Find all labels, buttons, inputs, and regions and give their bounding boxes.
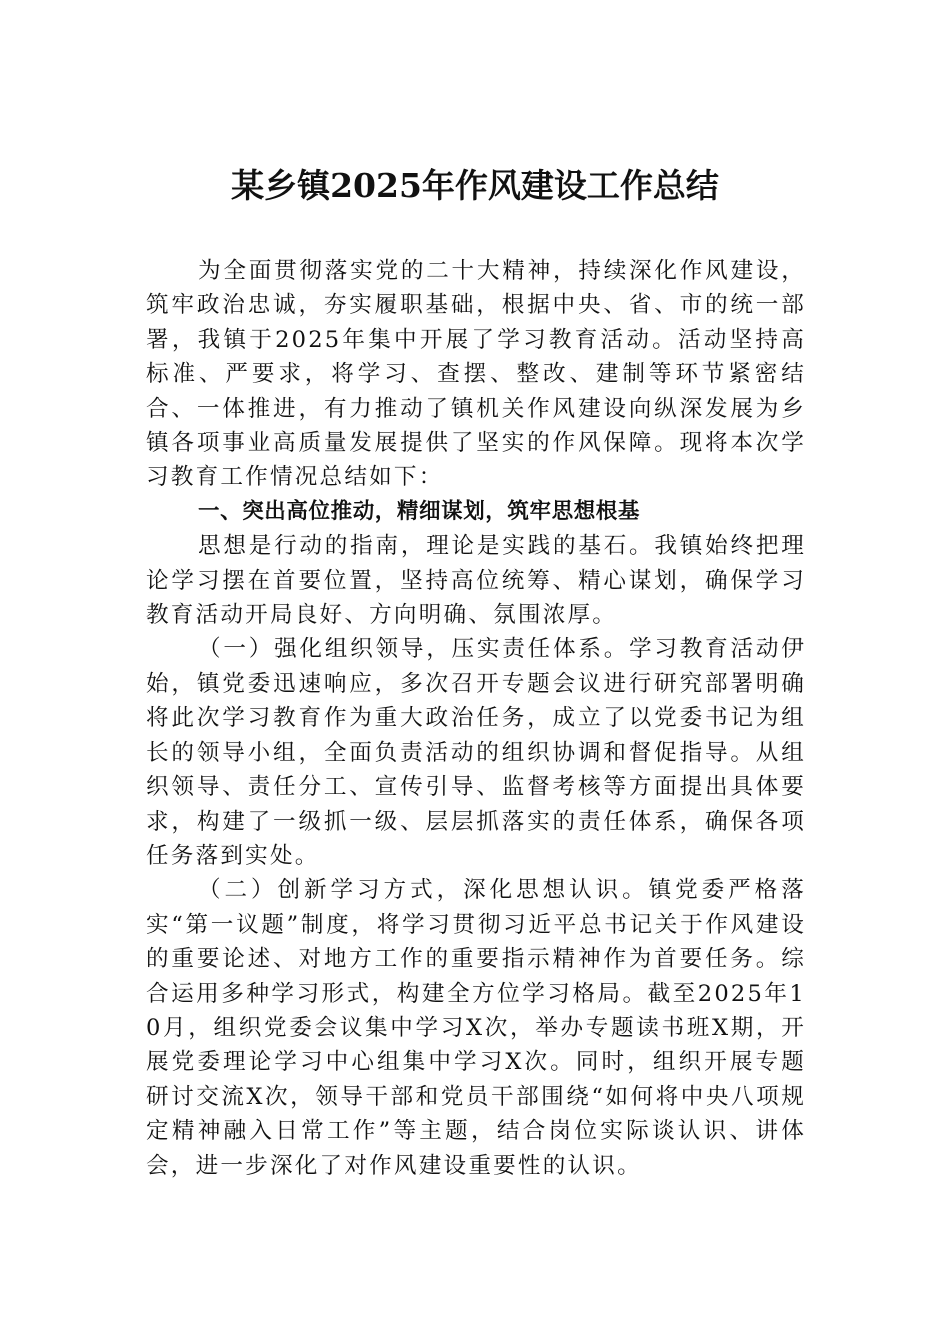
section-1-paragraph: 思想是行动的指南，理论是实践的基石。我镇始终把理论学习摆在首要位置，坚持高位统筹、精心谋划，确保学习教育活动开局良好、方向明确、氛围浓厚。 — [146, 533, 806, 629]
document-title: 某乡镇2025年作风建设工作总结 — [231, 166, 719, 205]
document-body — [146, 254, 806, 1183]
section-heading-1: 一、突出高位推动，精细谋划，筑牢思想根基 — [198, 498, 641, 524]
subsection-2-paragraph: （二）创新学习方式，深化思想认识。镇党委严格落实“第一议题”制度，将学习贯彻习近平总书记关于作风建设的重要论述、对地方工作的重要指示精神作为首要任务。综合运用多种学习形式，构建全方位学习格局。截至2025年10月，组织党委会议集中学习X次，举办专题读书班X期，开展党委理论学习中心组集中学习X次。同时，组织开展专题研讨交流X次，领导干部和党员干部围绕“如何将中央八项规定精神融入日常工作”等主题，结合岗位实际谈认识、讲体会，进一步深化了对作风建设重要性的认识。 — [146, 877, 806, 1179]
subsection-1-paragraph: （一）强化组织领导，压实责任体系。学习教育活动伊始，镇党委迅速响应，多次召开专题会议进行研究部署明确将此次学习教育作为重大政治任务，成立了以党委书记为组长的领导小组，全面负责活动的组织协调和督促指导。从组织领导、责任分工、宣传引导、监督考核等方面提出具体要求，构建了一级抓一级、层层抓落实的责任体系，确保各项任务落到实处。 — [146, 636, 806, 869]
intro-paragraph: 为全面贯彻落实党的二十大精神，持续深化作风建设，筑牢政治忠诚，夯实履职基础，根据中央、省、市的统一部署，我镇于2025年集中开展了学习教育活动。活动坚持高标准、严要求，将学习、查摆、整改、建制等环节紧密结合、一体推进，有力推动了镇机关作风建设向纵深发展为乡镇各项事业高质量发展提供了坚实的作风保障。现将本次学习教育工作情况总结如下： — [146, 258, 806, 491]
